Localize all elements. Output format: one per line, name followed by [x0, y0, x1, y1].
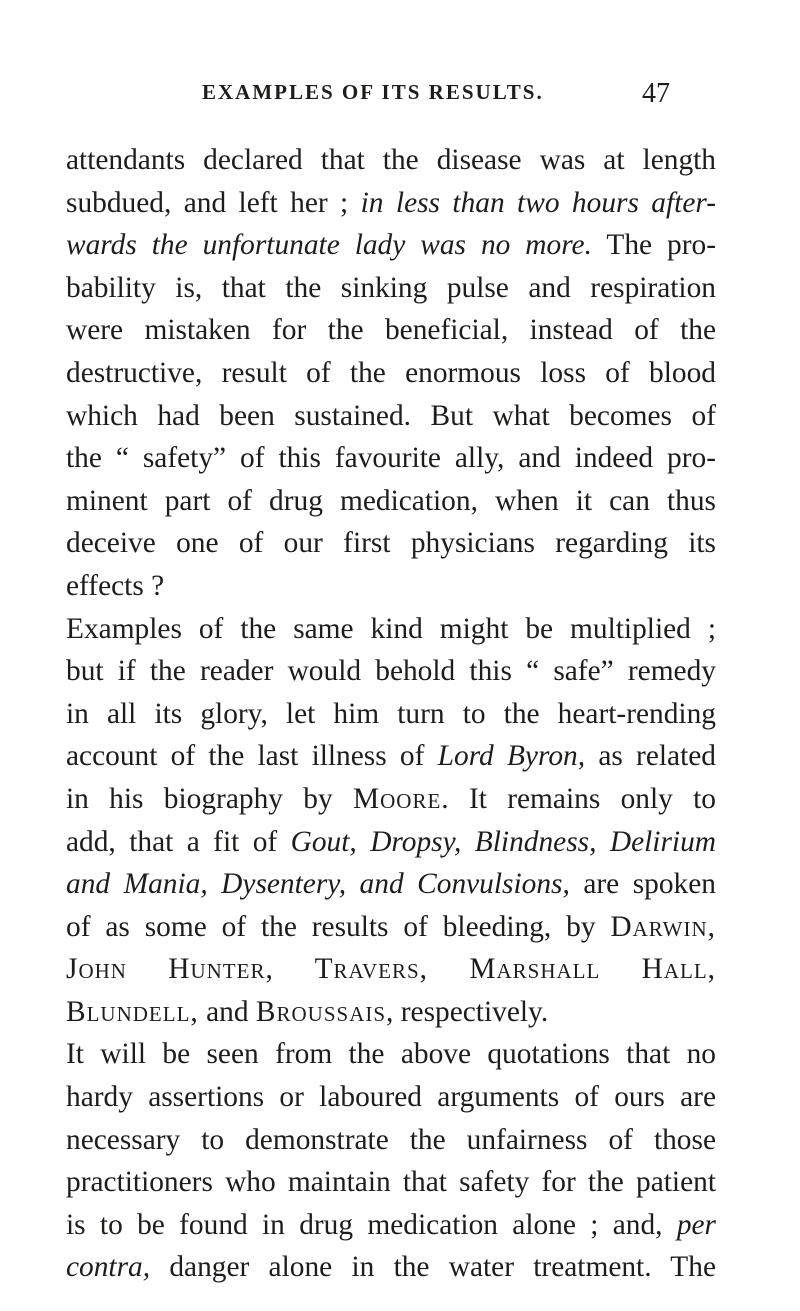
text-run: and [198, 995, 256, 1028]
italic-run: Lord Byron, [437, 740, 586, 773]
text-line [66, 863, 716, 906]
italic-run: in less than two hours after- [360, 186, 717, 219]
italic-run: contra, [66, 1251, 151, 1284]
text-line [66, 267, 716, 310]
text-run: which had been sustained. But what becomes of [66, 399, 716, 432]
text-run: is to be found in drug medication alone ; and, [66, 1208, 677, 1241]
italic-run: per [676, 1208, 716, 1241]
text-line [66, 139, 716, 182]
text-run: but if the reader would behold this “ safe” remedy [66, 655, 716, 688]
text-line [66, 948, 716, 991]
small-caps-name: Blundell, [66, 995, 199, 1028]
text-line [66, 395, 716, 438]
text-line [66, 1204, 716, 1247]
text-run: were mistaken for the beneficial, instead of the [66, 314, 716, 347]
text-run: bability is, that the sinking pulse and respiration [66, 271, 716, 304]
text-run: danger alone in the water treatment. The [150, 1251, 716, 1284]
text-line [66, 821, 716, 864]
small-caps-name: Moore [352, 782, 442, 815]
text-run: effects ? [66, 569, 165, 602]
text-run: as related [585, 740, 716, 773]
text-line [66, 608, 716, 651]
text-line [66, 693, 716, 736]
page-number: 47 [642, 78, 670, 109]
text-line [66, 1119, 716, 1162]
text-run: deceive one of our first physicians regarding its [66, 527, 716, 560]
italic-run: Gout, Dropsy, Blindness, Delirium [290, 825, 716, 858]
text-line [66, 309, 716, 352]
text-line [66, 522, 716, 565]
text-line [66, 650, 716, 693]
text-run: It will be seen from the above quotations that no [66, 1038, 716, 1071]
text-run: attendants declared that the disease was at length [66, 144, 716, 176]
text-line [66, 735, 716, 778]
text-line [66, 1033, 716, 1076]
text-run: necessary to demonstrate the unfairness of those [66, 1123, 716, 1156]
text-line [66, 224, 716, 267]
text-run: the “ safety” of this favourite ally, and indeed pro- [66, 442, 716, 475]
text-line [66, 182, 716, 225]
text-line [66, 437, 716, 480]
text-run: hardy assertions or laboured arguments of ours are [66, 1081, 716, 1114]
text-line [66, 480, 716, 523]
small-caps-name: John Hunter, Travers, Marshall Hall, [66, 953, 716, 986]
text-run: subdued, and left her ; [66, 186, 361, 219]
text-run: The pro- [591, 229, 717, 262]
text-run: add, that a fit of [66, 825, 291, 858]
small-caps-name: Darwin, [610, 910, 716, 943]
text-run: of as some of the results of bleeding, by [66, 910, 611, 943]
text-line [66, 352, 716, 395]
text-line [66, 906, 716, 949]
text-line [66, 778, 716, 821]
italic-run: and Mania, Dysentery, and Convulsions, [66, 868, 570, 901]
text-run: practitioners who maintain that safety for the patient [66, 1166, 716, 1199]
text-run: Examples of the same kind might be multiplied ; [66, 612, 716, 645]
text-run: in all its glory, let him turn to the heart-rending [66, 697, 716, 730]
text-run: are spoken [569, 868, 716, 901]
small-caps-name: Broussais [255, 995, 387, 1028]
text-run: destructive, result of the enormous loss of blood [66, 356, 716, 389]
text-run: in his biography by [66, 782, 353, 815]
text-run: . It remains only to [441, 782, 716, 815]
text-line [66, 565, 716, 608]
text-line [66, 991, 716, 1034]
text-line [66, 1246, 716, 1289]
text-run: account of the last illness of [66, 740, 438, 773]
italic-run: wards the unfortunate lady was no more. [66, 229, 592, 262]
text-run: , respectively. [386, 995, 549, 1028]
running-title: EXAMPLES OF ITS RESULTS. [202, 80, 544, 104]
running-head [60, 80, 720, 114]
text-line [66, 1161, 716, 1204]
text-run: minent part of drug medication, when it can thus [66, 484, 716, 517]
text-line [66, 1076, 716, 1119]
body-text [66, 139, 716, 1289]
